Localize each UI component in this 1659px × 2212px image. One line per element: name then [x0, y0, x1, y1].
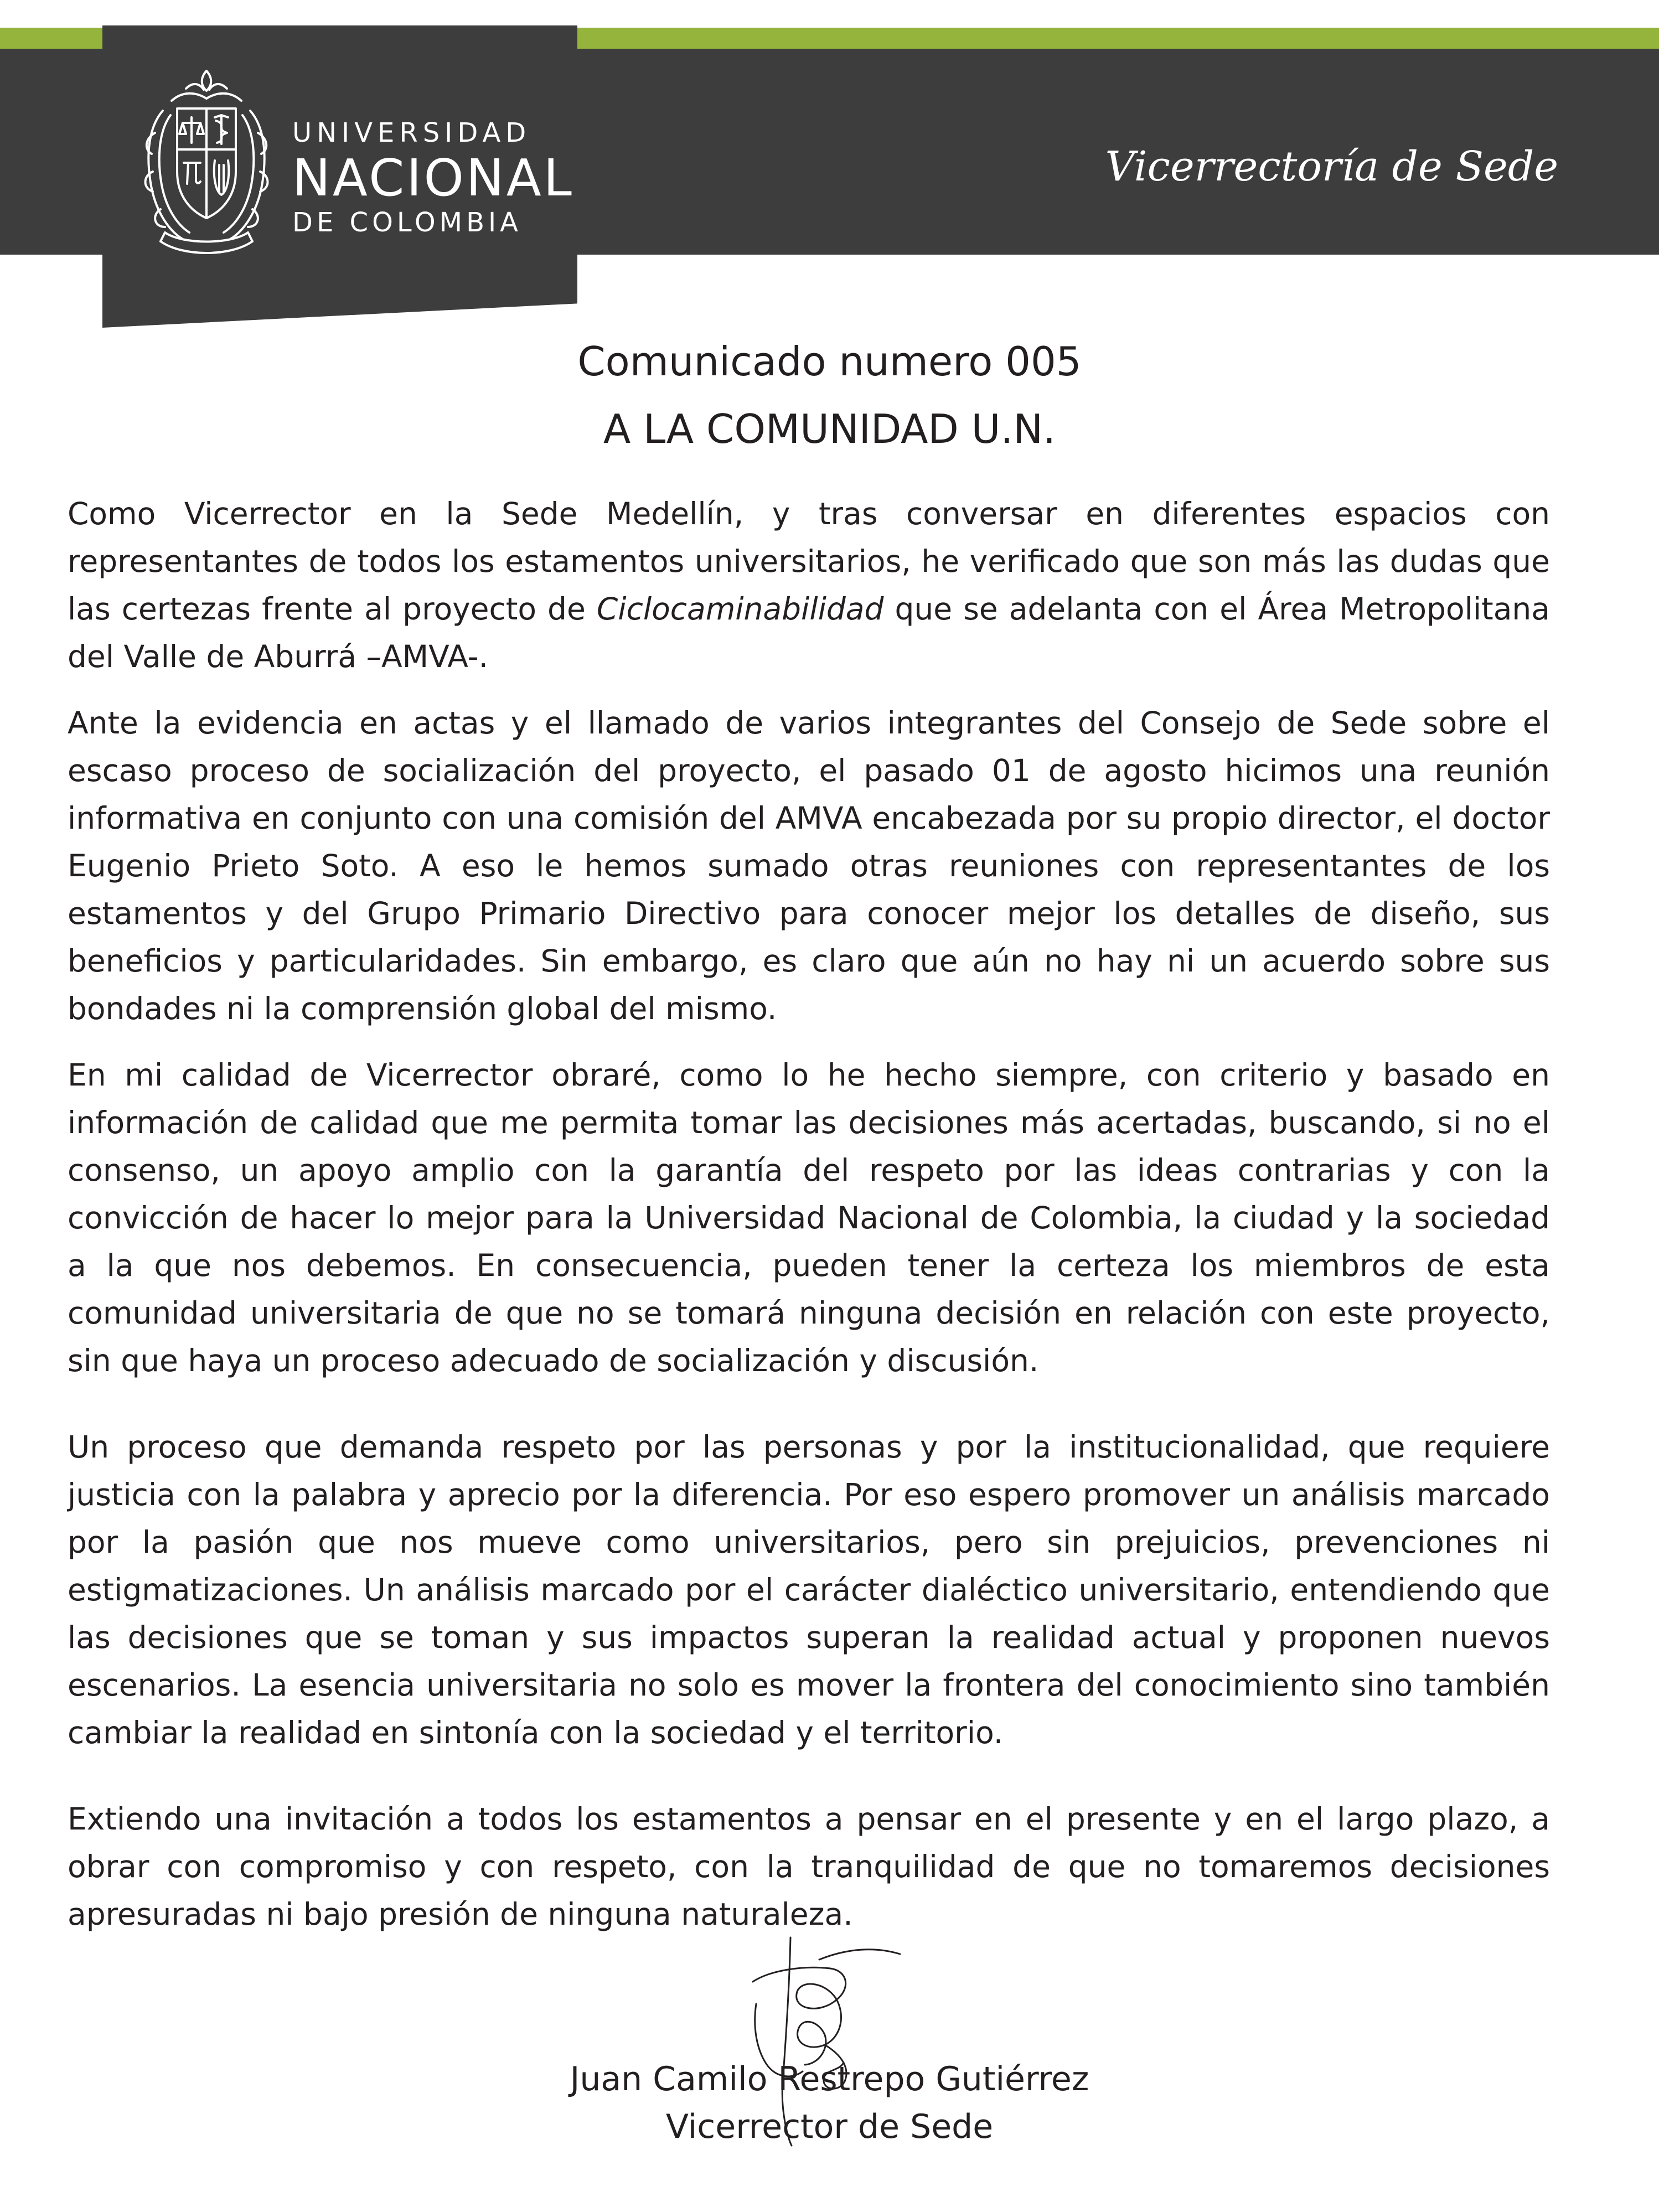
university-line2: NACIONAL: [292, 148, 574, 208]
paragraph-1-start: Como Vicerrector en la Sede Medellín, y tras conversar en diferentes espacios con representantes de todos los estamentos universitarios, he verificado que son más las dudas que las certezas frente al proyecto de: [68, 496, 1550, 627]
paragraph-1: [68, 490, 1550, 680]
paragraph-1-end: que se adelanta con el Área Metropolitana del Valle de Aburrá –AMVA-.: [68, 591, 1550, 674]
paragraph-4: Un proceso que demanda respeto por las personas y por la institucionalidad, que requiere justicia con la palabra y aprecio por la diferencia. Por eso espero promover un análisis marcado por la pasión que nos mueve como universitarios, pero sin prejuicios, prevenciones ni estigmatizaciones. Un análisis marcado por el carácter dialéctico universitario, entendiendo que las decisiones que se toman y sus impactos superan la realidad actual y proponen nuevos escenarios. La esencia universitaria no solo es mover la frontera del conocimiento sino también cambiar la realidad en sintonía con la sociedad y el territorio.: [68, 1429, 1550, 1750]
university-crest-icon: [138, 66, 275, 261]
paragraph-3: En mi calidad de Vicerrector obraré, como lo he hecho siempre, con criterio y basado en información de calidad que me permita tomar las decisiones más acertadas, buscando, si no el consenso, un apoyo amplio con la garantía del respeto por las ideas contrarias y con la convicción de hacer lo mejor para la Universidad Nacional de Colombia, la ciudad y la sociedad a la que nos debemos. En consecuencia, pueden tener la certeza los miembros de esta comunidad universitaria de que no se tomará ninguna decisión en relación con este proyecto, sin que haya un proceso adecuado de socialización y discusión.: [68, 1057, 1550, 1378]
signer-name: Juan Camilo Restrepo Gutiérrez: [570, 2060, 1089, 2099]
department-title: Vicerrectoría de Sede: [1105, 143, 1558, 190]
title-line1: Comunicado numero 005: [577, 338, 1082, 385]
university-line1: UNIVERSIDAD: [292, 117, 531, 148]
university-wordmark: [292, 117, 574, 238]
letter-body: [68, 490, 1550, 1957]
signer-role: Vicerrector de Sede: [665, 2107, 994, 2146]
signature-block: [0, 2055, 1659, 2151]
university-line3: DE COLOMBIA: [292, 207, 522, 238]
communique-title: [0, 328, 1659, 463]
paragraph-5: Extiendo una invitación a todos los estamentos a pensar en el presente y en el largo plazo, a obrar con compromiso y con respeto, con la tranquilidad de que no tomaremos decisiones apresuradas ni bajo presión de ninguna naturaleza.: [68, 1801, 1550, 1932]
title-line2: A LA COMUNIDAD U.N.: [603, 406, 1056, 452]
paragraph-2: Ante la evidencia en actas y el llamado de varios integrantes del Consejo de Sede sobre el escaso proceso de socialización del proyecto, el pasado 01 de agosto hicimos una reunión informativa en conjunto con una comisión del AMVA encabezada por su propio director, el doctor Eugenio Prieto Soto. A eso le hemos sumado otras reuniones con representantes de los estamentos y del Grupo Primario Directivo para conocer mejor los detalles de diseño, sus beneficios y particularidades. Sin embargo, es claro que aún no hay ni un acuerdo sobre sus bondades ni la comprensión global del mismo.: [68, 705, 1550, 1026]
paragraph-1-italic-term: Ciclocaminabilidad: [596, 591, 884, 627]
